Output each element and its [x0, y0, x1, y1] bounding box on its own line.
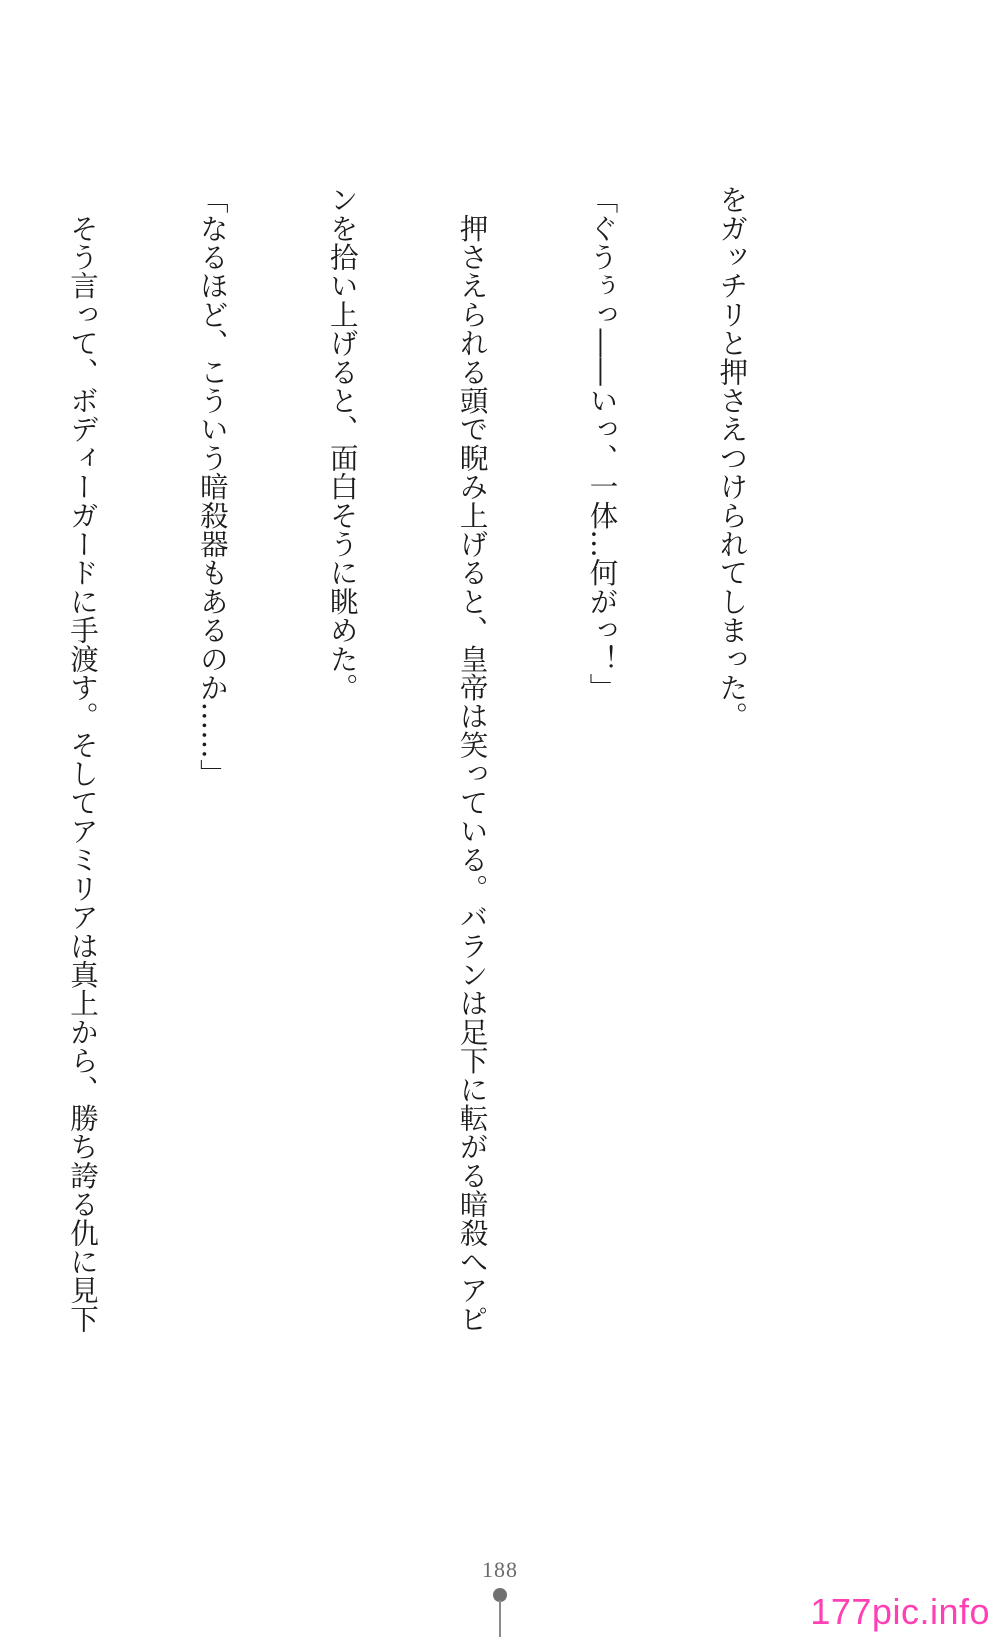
page-number: 188	[482, 1557, 518, 1582]
text-line: ンを拾い上げると、面白そうに眺めた。	[325, 185, 359, 702]
text-line: 押さえられる頭で睨み上げると、皇帝は笑っている。バランは足下に転がる暗殺へアピ	[455, 185, 489, 1333]
page-marker-icon	[489, 1588, 511, 1637]
watermark-text: 177pic.info	[810, 1591, 990, 1632]
marker-stem	[499, 1600, 501, 1637]
vertical-text-body	[0, 185, 840, 1335]
text-line: 「なるほど、こういう暗殺器もあるのか……」	[195, 185, 229, 788]
text-line: 「ぐうぅっ――いっ、一体…何がっ！」	[585, 185, 619, 702]
text-line: をガッチリと押さえつけられてしまった。	[715, 185, 749, 731]
text-line: そう言って、ボディーガードに手渡す。そしてアミリアは真上から、勝ち誇る仇に見下	[65, 185, 99, 1333]
